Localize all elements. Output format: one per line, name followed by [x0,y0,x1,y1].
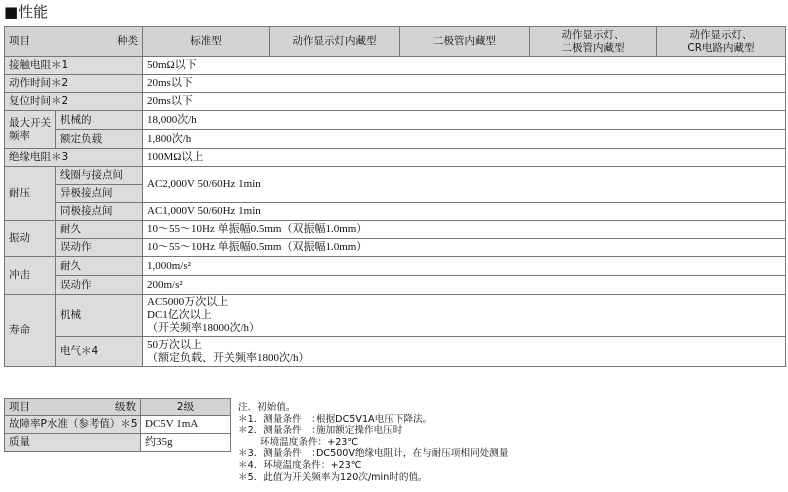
operate-time-value: 20ms以下 [143,75,786,93]
note-3-value: DC500V绝缘电阻计，在与耐压项相同处测量 [316,448,509,460]
column-standard: 标准型 [143,27,270,57]
dielectric-coil-contact-label: 线圈与接点间 [56,167,143,185]
life-elec-label: 电气＊4 [56,337,143,367]
header-item: 项目 [9,35,30,47]
reset-time-value: 20ms以下 [143,93,786,111]
failure-rate-table [4,398,231,452]
dielectric-same-value: AC1,000V 50/60Hz 1min [143,203,786,221]
column-lamp-cr: 动作显示灯、 CR电路内藏型 [657,27,786,57]
note-1 [238,414,508,426]
note-2 [238,425,508,437]
small-header-item-grade [5,399,141,416]
shock-malfunction-value: 200m/s² [143,276,786,295]
max-freq-label: 最大开关 频率 [5,111,56,149]
reset-time-label: 复位时间＊2 [5,93,143,111]
note-initial: 注．初始值。 [238,402,296,413]
performance-table [4,26,786,367]
life-elec-value: 50万次以上 （额定负载、开关频率1800次/h） [143,337,786,367]
life-mech-label: 机械 [56,295,143,337]
small-header-grade: 级数 [115,400,136,413]
column-diode: 二极管内藏型 [400,27,530,57]
contact-resistance-label: 接触电阻＊1 [5,57,143,75]
note-3 [238,448,508,460]
contact-resistance-value: 50mΩ以下 [143,57,786,75]
section-title: ■性能 [4,3,49,21]
dielectric-coil-value: AC2,000V 50/60Hz 1min [143,167,786,203]
vibration-malfunction-value: 10～55～10Hz 单振幅0.5mm（双振幅1.0mm） [143,239,786,257]
dielectric-diff-pole-label: 异极接点间 [56,185,143,203]
footnotes [238,402,508,483]
note-4: ＊4．环境温度条件：+23℃ [238,459,362,471]
vibration-durability-value: 10～55～10Hz 单振幅0.5mm（双振幅1.0mm） [143,221,786,239]
life-mech-value: AC5000万次以上 DC1亿次以上 （开关频率18000次/h） [143,295,786,337]
vibration-malfunction-label: 误动作 [56,239,143,257]
note-2-sub: 环境温度条件：+23℃ [260,436,359,448]
vibration-label: 振动 [5,221,56,257]
note-1-key: ＊1．测量条件 ： [238,413,321,425]
shock-label: 冲击 [5,257,56,295]
mass-label: 质量 [5,434,141,452]
operate-time-label: 动作时间＊2 [5,75,143,93]
max-freq-mech-value: 18,000次/h [143,111,786,130]
shock-malfunction-label: 误动作 [56,276,143,295]
note-1-value: 根据DC5V1A电压下降法。 [316,413,433,425]
column-lamp: 动作显示灯内藏型 [270,27,400,57]
small-header-item: 项目 [9,400,30,413]
header-type: 种类 [117,35,138,47]
note-2-key: ＊2．测量条件 ： [238,425,321,437]
note-5: ＊5．此值为开关频率为120次/min时的值。 [238,471,428,483]
shock-durability-value: 1,000m/s² [143,257,786,276]
small-grade-value: 2级 [141,399,231,416]
max-freq-rated-value: 1,800次/h [143,130,786,149]
note-2-value: 施加额定操作电压时 [316,425,403,437]
header-item-type [5,27,143,57]
insulation-value: 100MΩ以上 [143,149,786,167]
life-label: 寿命 [5,295,56,367]
failure-rate-label: 故障率P水准（参考值）＊5 [5,416,141,434]
insulation-label: 绝缘电阻＊3 [5,149,143,167]
max-freq-mech-label: 机械的 [56,111,143,130]
shock-durability-label: 耐久 [56,257,143,276]
mass-value: 约35g [141,434,231,452]
vibration-durability-label: 耐久 [56,221,143,239]
max-freq-rated-label: 额定负载 [56,130,143,149]
note-3-key: ＊3．测量条件 ： [238,448,321,460]
dielectric-label: 耐压 [5,167,56,221]
failure-rate-value: DC5V 1mA [141,416,231,434]
column-lamp-diode: 动作显示灯、 二极管内藏型 [530,27,657,57]
dielectric-same-pole-label: 同极接点间 [56,203,143,221]
